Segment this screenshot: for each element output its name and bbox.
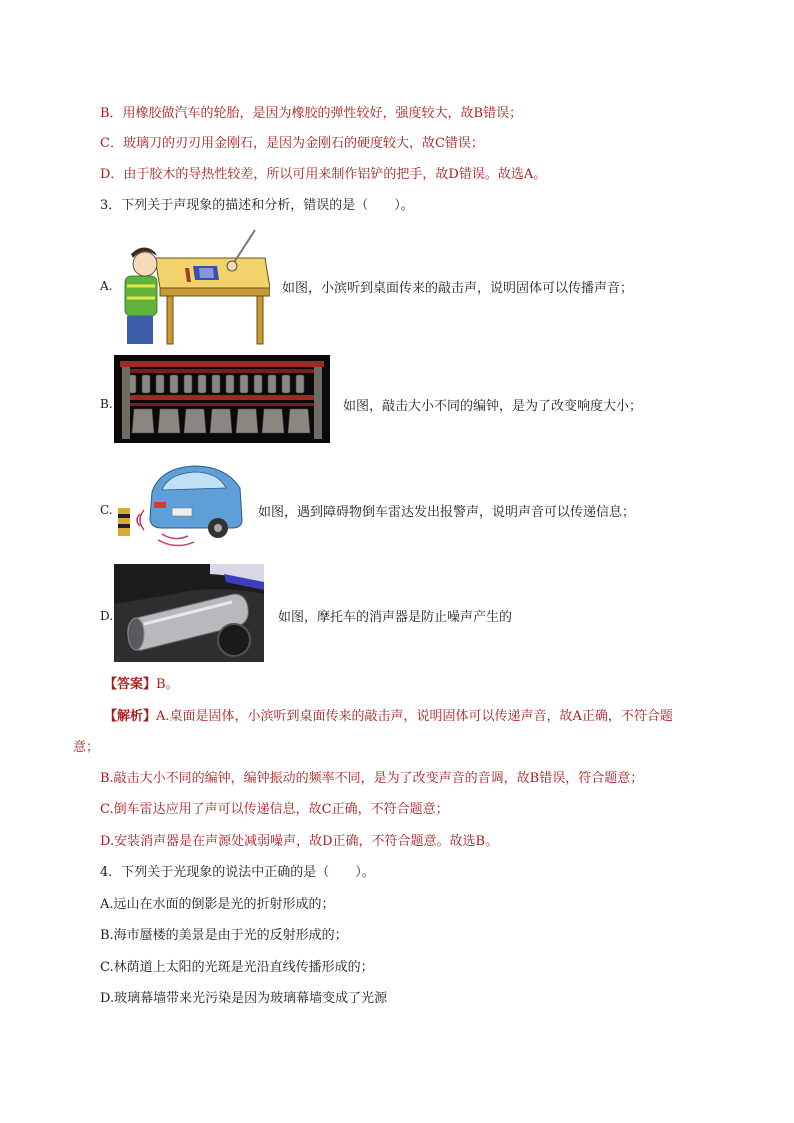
analysis-c-text: C.倒车雷达应用了声可以传递信息，故C正确，不符合题意； (100, 802, 449, 817)
explanation-option-d: D．由于胶木的导热性较差，所以可用来制作铝铲的把手，故D错误。故选A。 (100, 167, 547, 182)
explanation-option-c: C．玻璃刀的刃刃用金刚石，是因为金刚石的硬度较大，故C错误； (100, 136, 484, 151)
question-4-option-b: B.海市蜃楼的美景是由于光的反射形成的； (100, 928, 348, 943)
question-3-stem: 3．下列关于声现象的描述和分析，错误的是（ ）。 (100, 198, 414, 213)
option-a-label: A. (100, 279, 113, 293)
answer-value: B。 (156, 677, 179, 692)
analysis-a-text: A.桌面是固体，小滨听到桌面传来的敲击声，说明固体可以传递声音，故A正确，不符合题 (156, 709, 673, 724)
analysis-line-a (104, 708, 673, 726)
analysis-d-text: D.安装消声器是在声源处减弱噪声，故D正确，不符合题意。故选B。 (100, 834, 499, 849)
explanation-option-b: B．用橡胶做汽车的轮胎，是因为橡胶的弹性较好，强度较大，故B错误； (100, 106, 523, 121)
motorcycle-muffler-figure (114, 564, 264, 662)
option-c-label: C. (100, 503, 113, 517)
question-4-stem: 4．下列关于光现象的说法中正确的是（ ）。 (100, 865, 375, 880)
analysis-b-text: B.敲击大小不同的编钟，编钟振动的频率不同，是为了改变声音的音调，故B错误，符合题意； (100, 771, 644, 786)
boy-listening-desk-figure (115, 228, 270, 346)
analysis-tag: 【解析】 (104, 709, 157, 724)
question-4-option-c: C.林荫道上太阳的光斑是光沿直线传播形成的； (100, 960, 374, 975)
answer-tag: 【答案】 (104, 677, 157, 692)
question-4-option-a: A.远山在水面的倒影是光的折射形成的； (100, 897, 335, 912)
question-4-option-d: D.玻璃幕墙带来光污染是因为玻璃幕墙变成了光源 (100, 991, 388, 1006)
car-reversing-radar-figure (114, 462, 244, 550)
option-d-text: 如图，摩托车的消声器是防止噪声产生的 (278, 610, 513, 625)
option-b-text: 如图，敲击大小不同的编钟，是为了改变响度大小； (343, 399, 643, 414)
option-d-label: D. (100, 609, 114, 623)
chime-bells-figure (114, 355, 330, 443)
analysis-a-continuation: 意； (73, 740, 100, 755)
option-a-text: 如图，小滨听到桌面传来的敲击声，说明固体可以传播声音； (282, 281, 634, 296)
answer-line (104, 676, 179, 694)
option-c-text: 如图，遇到障碍物倒车雷达发出报警声，说明声音可以传递信息； (258, 505, 636, 520)
option-b-label: B. (100, 397, 113, 411)
